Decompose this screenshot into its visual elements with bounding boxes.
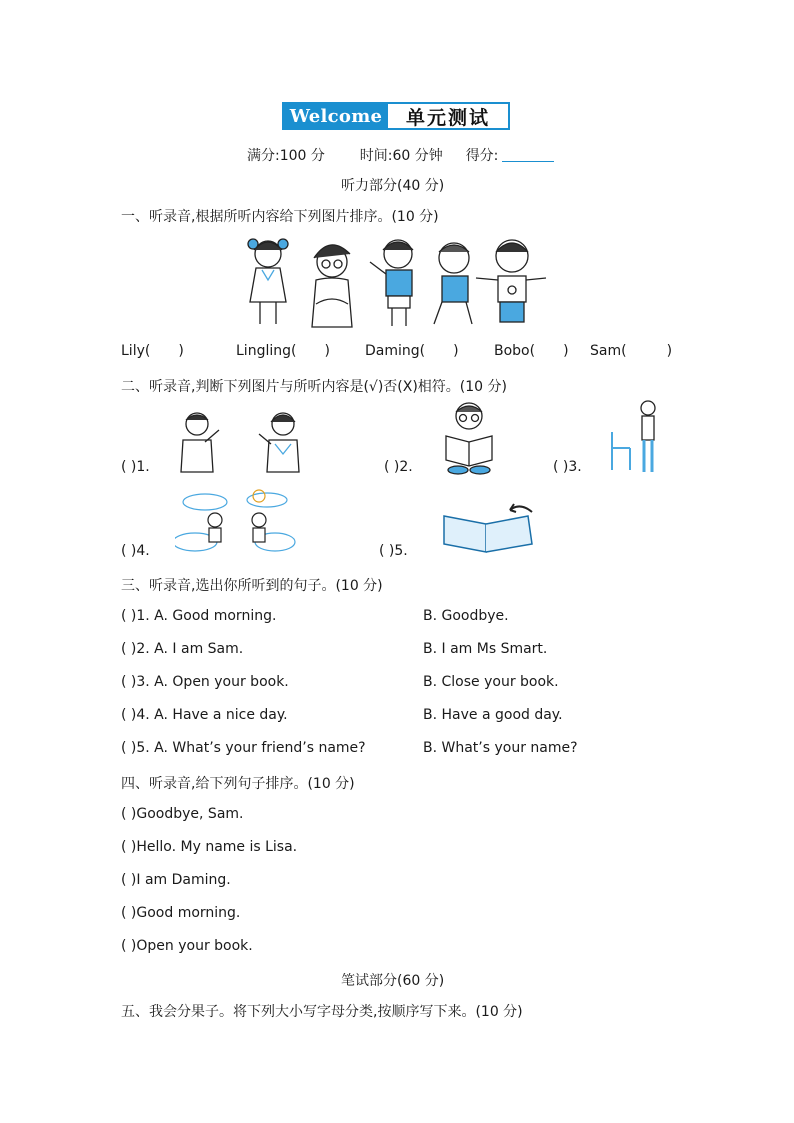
time-limit: 时间:60 分钟 (359, 148, 443, 164)
q3-row-1-a[interactable]: ( )1. A. Good morning. (121, 608, 277, 624)
q4-row-2[interactable]: ( )Hello. My name is Lisa. (121, 839, 298, 855)
open-book-illustration (440, 502, 536, 554)
q2-item-4[interactable]: ( )4. (121, 543, 150, 559)
q2-item-3[interactable]: ( )3. (553, 459, 582, 475)
q3-row-2-a[interactable]: ( )2. A. I am Sam. (121, 641, 244, 657)
reading-boy-illustration (440, 400, 498, 476)
listening-header: 听力部分(40 分) (341, 178, 445, 194)
score-blank[interactable] (502, 161, 554, 162)
q2-item-1[interactable]: ( )1. (121, 459, 150, 475)
children-illustration (240, 232, 550, 332)
greeting-illustration (175, 410, 305, 476)
q4-title: 四、听录音,给下列句子排序。(10 分) (121, 776, 355, 792)
q3-row-1-b[interactable]: B. Goodbye. (423, 608, 509, 624)
q3-row-5-a[interactable]: ( )5. A. What’s your friend’s name? (121, 740, 366, 756)
q2-title: 二、听录音,判断下列图片与所听内容是(√)否(X)相符。(10 分) (121, 379, 507, 395)
title-badge (282, 102, 510, 130)
q4-row-5[interactable]: ( )Open your book. (121, 938, 253, 954)
q3-title: 三、听录音,选出你所听到的句子。(10 分) (121, 578, 383, 594)
q1-title: 一、听录音,根据所听内容给下列图片排序。(10 分) (121, 209, 439, 225)
q4-row-3[interactable]: ( )I am Daming. (121, 872, 231, 888)
q1-name-sam[interactable]: Sam( ) (590, 343, 673, 359)
writing-header: 笔试部分(60 分) (341, 973, 445, 989)
q4-row-1[interactable]: ( )Goodbye, Sam. (121, 806, 244, 822)
q3-row-4-b[interactable]: B. Have a good day. (423, 707, 563, 723)
title-welcome: Welcome (284, 104, 388, 128)
outdoor-children-illustration (175, 486, 297, 558)
q5-title: 五、我会分果子。将下列大小写字母分类,按顺序写下来。(10 分) (121, 1004, 523, 1020)
q1-name-lily[interactable]: Lily( ) (121, 343, 184, 359)
score-label: 得分: (465, 148, 499, 164)
q3-row-2-b[interactable]: B. I am Ms Smart. (423, 641, 548, 657)
q3-row-5-b[interactable]: B. What’s your name? (423, 740, 578, 756)
full-score: 满分:100 分 (247, 148, 325, 164)
q1-name-bobo[interactable]: Bobo( ) (494, 343, 569, 359)
q2-item-2[interactable]: ( )2. (384, 459, 413, 475)
q4-row-4[interactable]: ( )Good morning. (121, 905, 241, 921)
q3-row-3-b[interactable]: B. Close your book. (423, 674, 559, 690)
meta-line (247, 145, 554, 165)
q1-name-daming[interactable]: Daming( ) (365, 343, 459, 359)
standing-boy-illustration (608, 398, 662, 476)
q1-name-lingling[interactable]: Lingling( ) (236, 343, 330, 359)
q3-row-4-a[interactable]: ( )4. A. Have a nice day. (121, 707, 288, 723)
q3-row-3-a[interactable]: ( )3. A. Open your book. (121, 674, 289, 690)
title-unit-test: 单元测试 (405, 106, 490, 129)
q2-item-5[interactable]: ( )5. (379, 543, 408, 559)
